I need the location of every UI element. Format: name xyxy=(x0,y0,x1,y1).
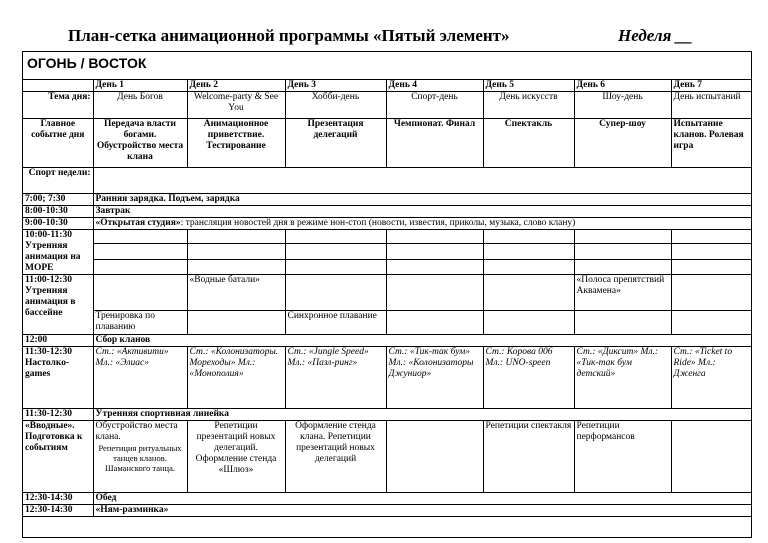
intro-day-1 xyxy=(93,421,187,493)
zone-title: ОГОНЬ / ВОСТОК xyxy=(27,55,147,71)
pool-day-2: «Водные батали» xyxy=(187,275,285,311)
theme-row xyxy=(23,92,751,119)
games-day-7: Ст.: «Ticket to Ride» Мл.: Дженга xyxy=(671,347,751,409)
sport-row xyxy=(23,168,751,194)
intro-row xyxy=(23,421,751,493)
intro-day-3: Оформление стенда клана. Репетиции презентаций новых делегаций xyxy=(285,421,386,493)
pool-day-3: Синхронное плавание xyxy=(285,311,386,335)
theme-day-2: Welcome-party & See You xyxy=(187,92,285,119)
main-event-day-4: Чемпионат. Финал xyxy=(386,119,483,168)
day-3-header: День 3 xyxy=(285,80,386,92)
open-studio-title: «Открытая студия» xyxy=(95,218,181,228)
theme-day-3: Хобби-день xyxy=(285,92,386,119)
theme-day-4: Спорт-день xyxy=(386,92,483,119)
pool-day-1: Тренировка по плаванию xyxy=(93,311,187,335)
activity-lunch: Обед xyxy=(93,493,751,505)
schedule-row-1200 xyxy=(23,335,751,347)
activity-800: Завтрак xyxy=(93,206,751,218)
main-event-day-2: Анимационное приветствие. Тестирование xyxy=(187,119,285,168)
theme-day-7: День испытаний xyxy=(671,92,751,119)
day-6-header: День 6 xyxy=(574,80,671,92)
day-5-header: День 5 xyxy=(483,80,574,92)
schedule-row-700 xyxy=(23,194,751,206)
pool-day-6: «Полоса препятствий Аквамена» xyxy=(574,275,671,311)
lineup-row xyxy=(23,409,751,421)
intro-day-6: Репетиции перформансов xyxy=(574,421,671,493)
lunch-row xyxy=(23,493,751,505)
pool-row-a xyxy=(23,275,751,311)
activity-lineup: Утренняя спортивная линейка xyxy=(93,409,751,421)
time-800: 8:00-10:30 xyxy=(23,206,93,218)
main-event-day-3: Презентация делегаций xyxy=(285,119,386,168)
games-day-2: Ст.: «Колонизаторы. Мореходы» Мл.: «Монополия» xyxy=(187,347,285,409)
sport-label: Спорт недели: xyxy=(23,168,93,194)
week-label: Неделя __ xyxy=(618,26,693,45)
time-700: 7:00; 7:30 xyxy=(23,194,93,206)
sea-label: 10:00-11:30 Утренняя анимация на МОРЕ xyxy=(23,230,93,275)
day-4-header: День 4 xyxy=(386,80,483,92)
activity-warmup: «Ням-разминка» xyxy=(93,505,751,517)
sea-row-b xyxy=(23,244,751,259)
theme-day-5: День искусств xyxy=(483,92,574,119)
games-day-5: Ст.: Корова 006 Мл.: UNO-speen xyxy=(483,347,574,409)
time-lunch: 12:30-14:30 xyxy=(23,493,93,505)
day-2-header: День 2 xyxy=(187,80,285,92)
pool-row-b xyxy=(23,311,751,335)
schedule-table xyxy=(23,79,751,517)
schedule-row-900 xyxy=(23,218,751,230)
main-event-row xyxy=(23,119,751,168)
sea-row-c xyxy=(23,259,751,274)
sea-row-a xyxy=(23,230,751,244)
games-row xyxy=(23,347,751,409)
main-event-day-7: Испытание кланов. Ролевая игра xyxy=(671,119,751,168)
intro-label: «Вводные». Подготовка к событиям xyxy=(23,421,93,493)
time-900: 9:00-10:30 xyxy=(23,218,93,230)
open-studio-desc: : трансляция новостей дня в режиме нон-стоп (новости, известия, приколы, музыка, слово клану) xyxy=(180,218,576,228)
games-day-1: Ст.: «Активити» Мл.: «Элиас» xyxy=(93,347,187,409)
intro-day-1-a: Обустройство места клана. xyxy=(95,421,178,442)
main-event-label: Главное событие дня xyxy=(23,119,93,168)
intro-day-2: Репетиции презентаций новых делегаций. Оформление стенда «Шлюз» xyxy=(187,421,285,493)
sport-value xyxy=(93,168,751,194)
day-1-header: День 1 xyxy=(93,80,187,92)
games-day-3: Ст.: «Jungle Speed» Мл.: «Пазл-ринг» xyxy=(285,347,386,409)
intro-day-1-b: Репетиция ритуальных танцев кланов. Шаманского танца. xyxy=(98,443,182,473)
theme-day-1: День Богов xyxy=(93,92,187,119)
time-warmup: 12:30-14:30 xyxy=(23,505,93,517)
games-day-6: Ст.: «Диксит» Мл.: «Тик-так бум детский» xyxy=(574,347,671,409)
intro-day-5: Репетиции спектакля xyxy=(483,421,574,493)
schedule-row-800 xyxy=(23,206,751,218)
empty-cell xyxy=(23,80,93,92)
schedule-frame xyxy=(22,51,752,538)
main-event-day-5: Спектакль xyxy=(483,119,574,168)
pool-label: 11:00-12:30 Утренняя анимация в бассейне xyxy=(23,275,93,335)
activity-900 xyxy=(93,218,751,230)
main-event-day-1: Передача власти богами. Обустройство места клана xyxy=(93,119,187,168)
theme-day-6: Шоу-день xyxy=(574,92,671,119)
day-7-header: День 7 xyxy=(671,80,751,92)
time-1200: 12:00 xyxy=(23,335,93,347)
warmup-row xyxy=(23,505,751,517)
day-header-row xyxy=(23,80,751,92)
page-title: План-сетка анимационной программы «Пятый элемент» xyxy=(68,26,510,45)
main-event-day-6: Супер-шоу xyxy=(574,119,671,168)
time-lineup: 11:30-12:30 xyxy=(23,409,93,421)
games-day-4: Ст.: «Тик-так бум» Мл.: «Колонизаторы Джуниор» xyxy=(386,347,483,409)
games-label: 11:30-12:30 Настолко-games xyxy=(23,347,93,409)
activity-700: Ранняя зарядка. Подъем, зарядка xyxy=(93,194,751,206)
theme-label: Тема дня: xyxy=(23,92,93,119)
activity-1200: Сбор кланов xyxy=(93,335,751,347)
